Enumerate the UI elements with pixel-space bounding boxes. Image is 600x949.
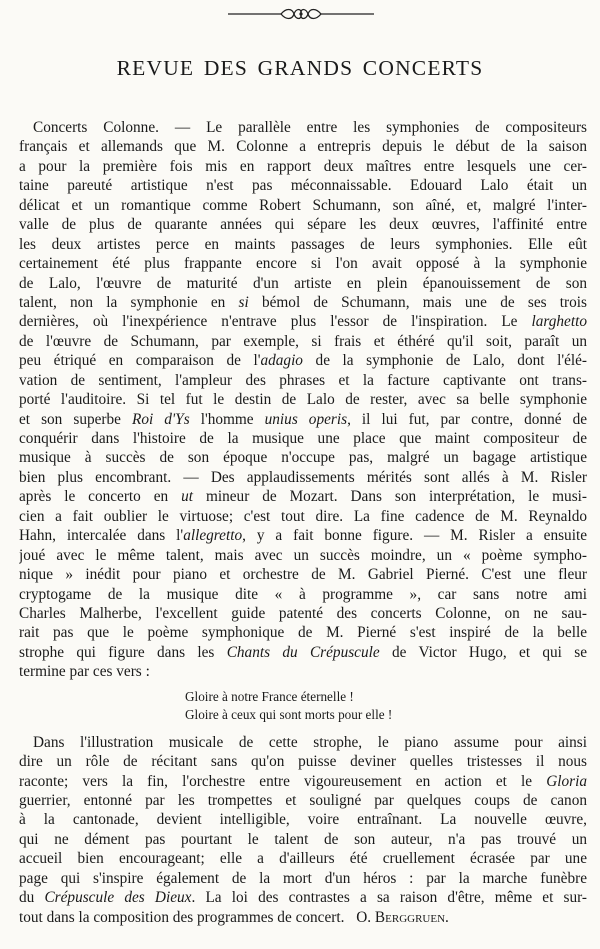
paragraph-illustration-musicale <box>19 733 587 927</box>
text-line <box>19 526 587 545</box>
text-line <box>19 254 587 273</box>
italic-text: adagio <box>260 352 303 370</box>
text-span: mineur de Mozart. Dans son interprétation, le musi- <box>193 488 587 506</box>
text-span: raconte; vers la fin, l'orchestre entre vigoureusement en action et le <box>19 772 547 790</box>
text-span: cien a fait oublier le virtuose; c'est tout dire. La fine cadence de M. Reynaldo <box>19 507 587 525</box>
text-span: talent, non la symphonie en <box>19 293 239 311</box>
text-span: français et allemands que M. Colonne a entrepris depuis le début de la saison <box>19 138 587 156</box>
text-span: , y a fait bonne figure. — M. Risler a ensuite <box>242 527 587 545</box>
text-span: certainement été plus frappante encore si l'on avait opposé à la symphonie <box>19 255 587 273</box>
text-line <box>19 643 587 662</box>
italic-text: Crépuscule des Dieux <box>44 889 192 907</box>
text-span: joué avec le même talent, mais avec un succès moindre, un « poème sympho- <box>19 546 587 564</box>
text-line <box>19 487 587 506</box>
text-span: de Lalo, l'œuvre de maturité d'un artiste en plein épanouissement de son <box>19 274 587 292</box>
text-line <box>19 118 587 137</box>
text-line <box>19 733 587 752</box>
text-span: strophe qui figure dans les <box>19 643 227 661</box>
text-line <box>19 137 587 156</box>
italic-text: si <box>238 293 249 311</box>
article-body <box>19 118 587 927</box>
text-span: termine par ces vers : <box>19 663 150 681</box>
text-line <box>19 830 587 849</box>
text-span: de Victor Hugo, et qui se <box>379 643 587 661</box>
text-span: conquérir dans l'histoire de la musique une place que maint compositeur de <box>19 430 587 447</box>
header-ornament <box>226 6 376 22</box>
text-line <box>19 507 587 526</box>
text-span: de l'œuvre de Schumann, par exemple, si frais et éthéré qu'il soit, paraît un <box>19 332 587 350</box>
author-signature: O. Berggruen. <box>356 908 449 926</box>
text-line <box>19 791 587 810</box>
text-span: les deux artistes perce en maints passages de leurs symphonies. Elle eût <box>19 235 587 253</box>
text-line <box>19 410 587 429</box>
text-line <box>19 908 587 927</box>
text-span: musique à succès de son époque n'occupe pas, malgré un bagage artistique <box>19 449 587 467</box>
text-line <box>19 662 587 681</box>
italic-text: Chants du Crépuscule <box>226 643 380 661</box>
italic-text: Gloria <box>546 772 587 790</box>
text-line <box>19 772 587 791</box>
text-span: qui ne dément pas pourtant le talent de son auteur, n'a pas trouvé un <box>19 830 587 848</box>
text-span: après le concerto en <box>19 488 182 506</box>
text-line <box>19 390 587 409</box>
text-line <box>19 448 587 467</box>
text-span: guerrier, entonné par les trompettes et souligné par quelques coups de canon <box>19 792 587 809</box>
text-span: . La loi des contrastes a sa raison d'être, même et sur- <box>191 889 587 907</box>
article-title: REVUE DES GRANDS CONCERTS <box>116 56 484 80</box>
text-span: à la cantonade, devient intelligible, voire entraînant. La nouvelle œuvre, <box>19 811 587 829</box>
text-span: délicat et un romantique comme Robert Schumann, son aîné, et, malgré l'inter- <box>19 196 587 214</box>
text-span: valle de plus de quarante années qui sépare les deux œuvres, l'affinité entre <box>19 216 587 234</box>
text-line <box>19 274 587 293</box>
text-span: bémol de Schumann, mais une de ses trois <box>248 293 587 311</box>
italic-text: allegretto <box>183 527 243 545</box>
text-line <box>19 312 587 331</box>
text-line <box>19 546 587 565</box>
paragraph-concerts-colonne <box>19 118 587 682</box>
text-line <box>19 429 587 448</box>
text-span: Charles Malherbe, l'excellent guide patenté des concerts Colonne, on ne sau- <box>19 604 587 622</box>
text-line <box>19 351 587 370</box>
text-line <box>19 215 587 234</box>
text-span: et son superbe <box>19 410 132 428</box>
text-span: page qui s'inspire également de la mort d'un héros : par la marche funèbre <box>19 869 587 887</box>
verse-line: Gloire à ceux qui sont morts pour elle ! <box>185 707 393 723</box>
text-span: accueil bien encourageant; elle a d'ailleurs été cruellement écrasée par une <box>19 850 587 868</box>
text-line <box>19 585 587 604</box>
text-line <box>19 752 587 771</box>
text-span: l'homme <box>189 410 265 428</box>
text-line <box>19 810 587 829</box>
text-line <box>19 176 587 195</box>
text-span: Hahn, intercalée dans l' <box>19 527 184 545</box>
text-line <box>19 235 587 254</box>
text-span: , il lui fut, par contre, donné de <box>347 410 587 428</box>
text-line <box>19 604 587 623</box>
text-span: a pour la première fois mis en rapport deux maîtres entre lesquels une cer- <box>19 157 587 175</box>
italic-text: Roi d'Ys <box>131 410 190 428</box>
text-span: tout dans la composition des programmes de concert. <box>19 908 349 926</box>
text-span: porté l'auditoire. Si tel fut le destin de Lalo de rester, avec sa belle symphonie <box>19 391 587 409</box>
text-span: Concerts Colonne. — Le parallèle entre les symphonies de compositeurs <box>33 119 587 136</box>
text-span: Dans l'illustration musicale de cette strophe, le piano assume pour ainsi <box>33 733 587 751</box>
text-span: peu étriqué en comparaison de l' <box>19 352 261 370</box>
text-line <box>19 849 587 868</box>
text-line <box>19 293 587 312</box>
text-line <box>19 157 587 176</box>
text-span: cryptogame de la musique dite « à programme », car sans notre ami <box>19 585 587 603</box>
text-line <box>19 888 587 907</box>
text-span: taine pareuté artistique n'est pas méconnaissable. Edouard Lalo était un <box>19 177 587 195</box>
text-span: dernières, où l'inexpérience n'entrave plus l'essor de l'inspiration. Le <box>19 313 532 331</box>
text-line <box>19 196 587 215</box>
italic-text: unius operis <box>264 410 348 428</box>
text-span: vation de sentiment, l'ampleur des phrases et la facture captivante ont trans- <box>19 371 587 389</box>
italic-text: larghetto <box>531 313 587 331</box>
text-span: du <box>19 889 45 907</box>
text-span: bien plus encombrant. — Des applaudissements mérités sont allés à M. Risler <box>19 468 587 486</box>
text-line <box>19 332 587 351</box>
verse-quotation <box>19 688 587 725</box>
text-line <box>19 371 587 390</box>
text-line <box>19 468 587 487</box>
text-span: rait pas que le poème symphonique de M. Pierné s'est inspiré de la belle <box>19 624 587 642</box>
italic-text: ut <box>181 488 194 506</box>
text-line <box>19 869 587 888</box>
text-span: nique » inédit pour piano et orchestre de M. Gabriel Pierné. C'est une fleur <box>19 566 587 584</box>
text-line <box>19 623 587 642</box>
verse-line: Gloire à notre France éternelle ! <box>185 688 354 704</box>
text-span: de la symphonie de Lalo, dont l'élé- <box>302 352 587 370</box>
text-line <box>19 565 587 584</box>
text-span: dire un rôle de récitant sans qu'on puisse deviner quelles tristesses il nous <box>19 753 587 771</box>
